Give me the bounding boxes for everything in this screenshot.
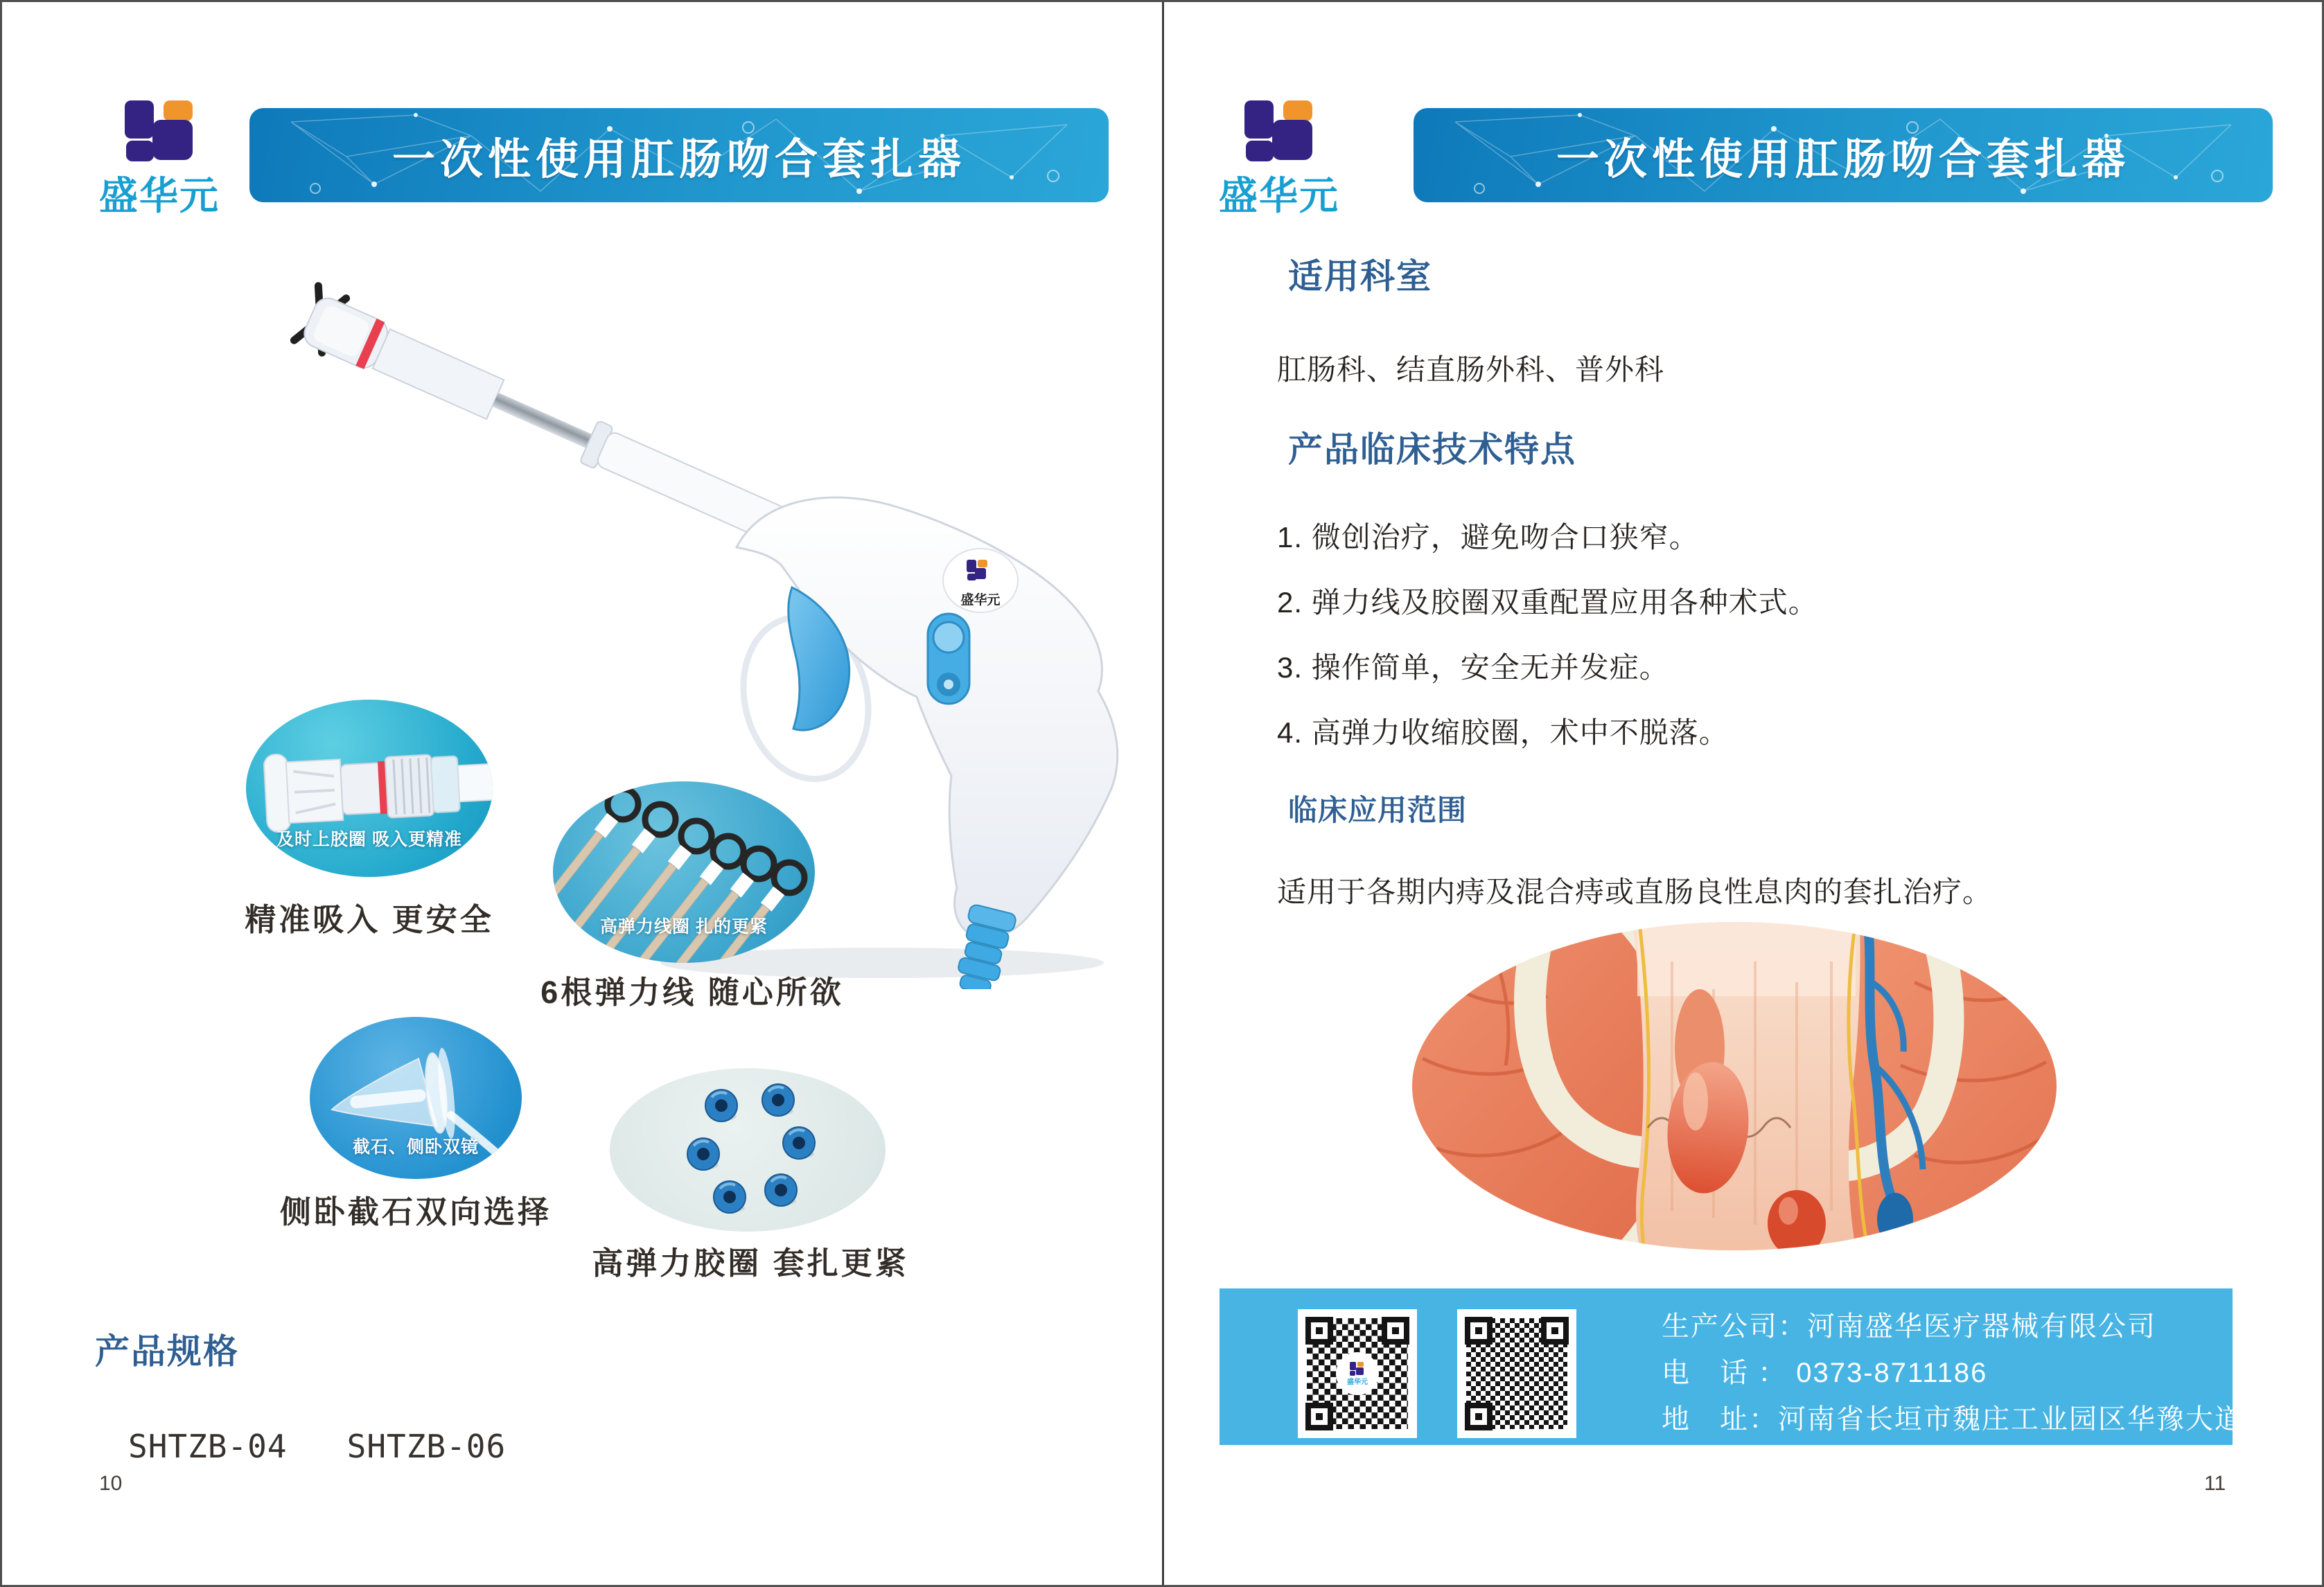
anatomy-illustration [1409,920,2060,1252]
tech-item: 3. 操作简单，安全无并发症。 [1277,651,1669,684]
feature-overlay-label: 高弹力线圈 扎的更紧 [600,917,768,937]
scope-heading: 临床应用范围 [1288,794,1468,826]
rubber-rings-icon [610,1068,886,1232]
tech-item: 4. 高弹力收缩胶圈，术中不脱落。 [1277,716,1729,749]
feature-photo-suction [246,700,493,877]
specs-heading: 产品规格 [95,1332,239,1371]
svg-text:盛华元: 盛华元 [960,593,1001,608]
brand-logo-icon [1244,100,1314,163]
dept-body: 肛肠科、结直肠外科、普外科 [1277,353,1665,386]
page-divider [1162,2,1164,1585]
feature-overlay-label: 及时上胶圈 吸入更精准 [276,830,462,849]
footer-company-line: 生产公司：河南盛华医疗器械有限公司 [1662,1311,2156,1342]
feature-caption: 精准吸入 更安全 [245,902,494,937]
feature-caption: 高弹力胶圈 套扎更紧 [592,1245,909,1281]
page-number-left: 10 [99,1472,123,1495]
page-title: 一次性使用肛肠吻合套扎器 [391,135,966,184]
tech-item: 1. 微创治疗，避免吻合口狭窄。 [1277,521,1699,553]
brand-name: 盛华元 [1219,174,1339,218]
feature-overlay-label: 截石、侧卧双镜 [352,1137,479,1157]
feature-photo-anoscope [310,1017,522,1179]
device-brand-sticker [943,549,1018,612]
feature-caption: 6根弹力线 随心所欲 [540,975,844,1010]
page-title-banner [1414,108,2273,202]
brand-logo-icon [125,100,194,163]
scope-body: 适用于各期内痔及混合痔或直肠良性息肉的套扎治疗。 [1277,876,1993,908]
qr-code-icon [1457,1309,1576,1438]
qr-brand-logo-icon: 盛华元 [1336,1352,1379,1395]
footer-address-line: 地 址：河南省长垣市魏庄工业园区华豫大道西侧 [1662,1404,2302,1435]
page-title-banner [249,108,1109,202]
footer-company-box [1220,1288,2302,1445]
feature-caption: 侧卧截石双向选择 [279,1194,552,1230]
tech-heading: 产品临床技术特点 [1288,430,1576,469]
qr-code-icon [1298,1309,1417,1438]
page-number-right: 11 [2204,1472,2226,1495]
feature-photo-rings [610,1068,886,1232]
page-title: 一次性使用肛肠吻合套扎器 [1556,135,2130,184]
dept-heading: 适用科室 [1288,257,1432,296]
spec-models: SHTZB-04 SHTZB-06 [128,1428,507,1465]
feature-photo-elastic-lines [553,781,815,963]
tech-item: 2. 弹力线及胶圈双重配置应用各种术式。 [1277,586,1818,619]
footer-contact-info [1662,1304,2302,1443]
footer-phone-line: 电 话 ： 0373-8711186 [1662,1358,1988,1388]
brand-name: 盛华元 [99,174,220,218]
